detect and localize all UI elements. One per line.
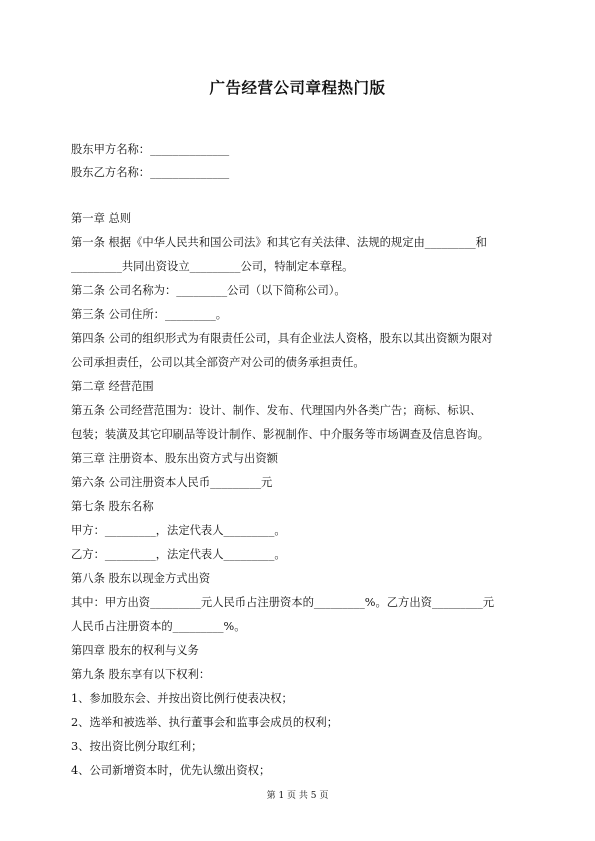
chapter-3-heading: 第三章 注册资本、股东出资方式与出资额 (71, 452, 278, 465)
document-title: 广告经营公司章程热门版 (209, 79, 386, 97)
party-a-line: 甲方：_________，法定代表人_________。 (71, 524, 286, 537)
article-5-line-2: 包装；装潢及其它印刷品等设计制作、影视制作、中介服务等市场调查及信息咨询。 (71, 428, 489, 441)
article-2: 第二条 公司名称为：_________公司（以下简称公司）。 (71, 284, 346, 297)
page-footer: 第 1 页 共 5 页 (266, 791, 329, 801)
article-5-line-1: 第五条 公司经营范围为：设计、制作、发布、代理国内外各类广告；商标、标识、 (71, 404, 482, 417)
party-b-line: 乙方：_________，法定代表人_________。 (71, 548, 286, 561)
article-1-line-1: 第一条 根据《中华人民共和国公司法》和其它有关法律、法规的规定由_________和 (71, 236, 487, 249)
article-1-line-2: _________共同出资设立_________公司，特制定本章程。 (71, 260, 354, 273)
article-7: 第七条 股东名称 (71, 500, 154, 513)
right-item-1: 1、参加股东会、并按出资比例行使表决权； (71, 692, 293, 705)
right-item-2: 2、选举和被选举、执行董事会和监事会成员的权利； (71, 716, 339, 729)
party-a-name-line: 股东甲方名称：______________ (71, 143, 230, 156)
right-item-4: 4、公司新增资本时，优先认缴出资权； (71, 764, 271, 777)
party-b-name-line: 股东乙方名称：______________ (71, 166, 230, 179)
article-4-line-1: 第四条 公司的组织形式为有限责任公司，具有企业法人资格，股东以其出资额为限对 (71, 332, 493, 345)
right-item-3: 3、按出资比例分取红利； (71, 740, 203, 753)
article-8: 第八条 股东以现金方式出资 (71, 572, 211, 585)
article-8-contribution-line-1: 其中：甲方出资_________元人民币占注册资本的_________%。乙方出资_________元 (71, 596, 495, 609)
chapter-2-heading: 第二章 经营范围 (71, 380, 154, 393)
article-3: 第三条 公司住所：_________。 (71, 308, 228, 321)
article-8-contribution-line-2: 人民币占注册资本的_________%。 (71, 620, 246, 633)
chapter-1-heading: 第一章 总则 (71, 212, 132, 225)
article-4-line-2: 公司承担责任，公司以其全部资产对公司的债务承担责任。 (71, 356, 365, 369)
article-6: 第六条 公司注册资本人民币_________元 (71, 476, 273, 489)
article-9: 第九条 股东享有以下权利： (71, 668, 211, 681)
chapter-4-heading: 第四章 股东的权利与义务 (71, 644, 199, 657)
